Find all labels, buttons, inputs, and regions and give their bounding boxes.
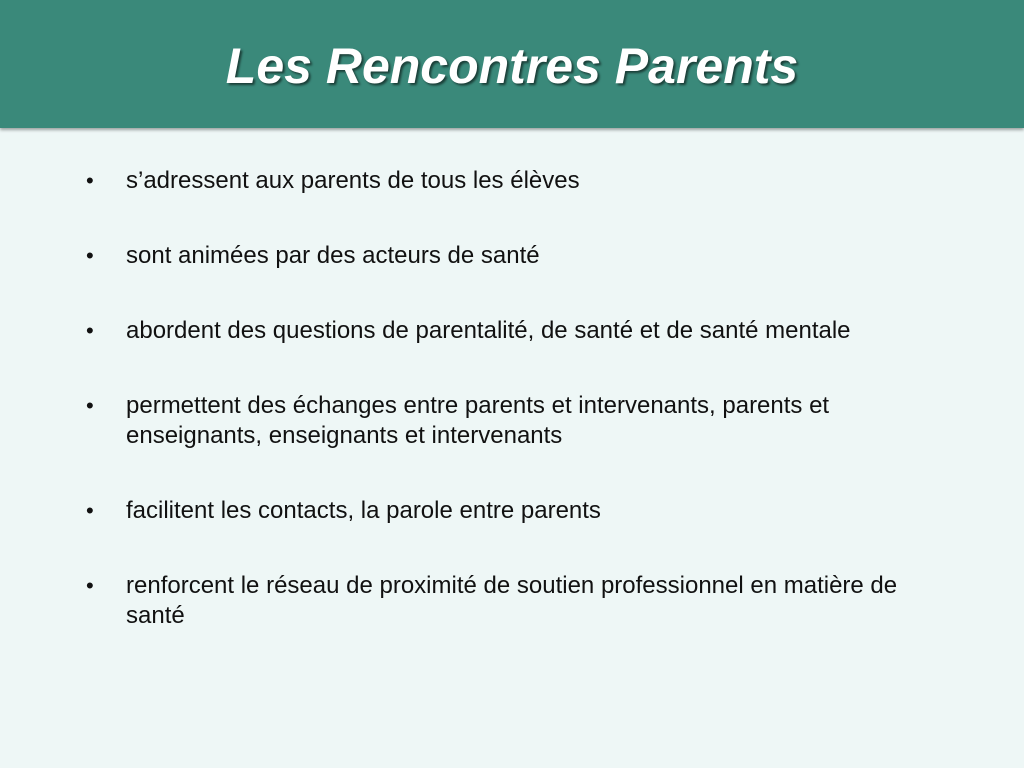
bullet-dot-icon: • xyxy=(86,243,94,268)
bullet-item xyxy=(84,496,944,526)
bullet-text: sont animées par des acteurs de santé xyxy=(126,242,540,269)
bullet-item xyxy=(84,316,944,346)
bullet-text: renforcent le réseau de proximité de soutien professionnel en matière de santé xyxy=(126,572,898,629)
slide-title: Les Rencontres Parents xyxy=(225,38,799,94)
bullet-text: s’adressent aux parents de tous les élèves xyxy=(126,167,580,194)
bullet-item xyxy=(84,391,944,451)
bullet-text: facilitent les contacts, la parole entre parents xyxy=(126,497,601,524)
bullet-item xyxy=(84,241,944,271)
bullet-list xyxy=(84,166,944,631)
bullet-dot-icon: • xyxy=(86,498,94,523)
bullet-text: permettent des échanges entre parents et intervenants, parents et enseignants, enseignants et intervenants xyxy=(126,392,830,449)
title-bar xyxy=(0,0,1024,128)
bullet-item xyxy=(84,571,944,631)
bullet-dot-icon: • xyxy=(86,393,94,418)
bullet-dot-icon: • xyxy=(86,573,94,598)
bullet-text: abordent des questions de parentalité, de santé et de santé mentale xyxy=(126,317,851,344)
bullet-item xyxy=(84,166,944,196)
bullet-dot-icon: • xyxy=(86,318,94,343)
bullet-dot-icon: • xyxy=(86,168,94,193)
